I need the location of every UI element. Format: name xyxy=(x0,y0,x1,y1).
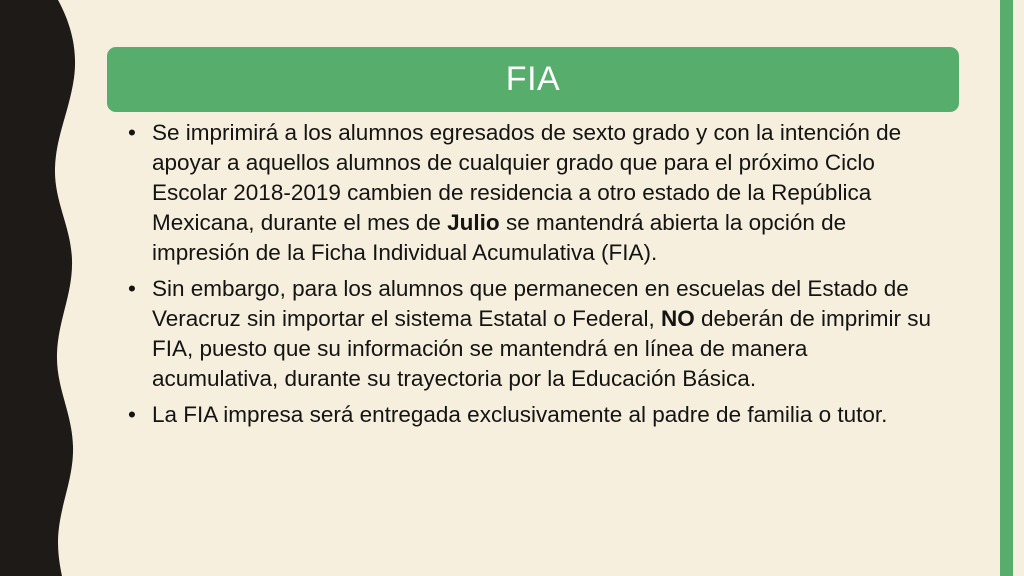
bullet-symbol: • xyxy=(128,276,136,301)
bullet-2-text-a: Sin embargo, para los alumnos que permanecen en escuelas del Estado de Veracruz sin importar el sistema Estatal o Federal, xyxy=(152,276,909,331)
wavy-dark-side-band xyxy=(0,0,90,576)
bullet-item-1 xyxy=(128,118,934,268)
bullet-symbol: • xyxy=(128,402,136,427)
right-accent-stripe xyxy=(1000,0,1024,576)
bullet-item-2 xyxy=(128,274,934,394)
bullet-1-emphasis-julio: Julio xyxy=(447,210,500,235)
bullet-list xyxy=(128,118,934,436)
title-banner xyxy=(107,47,959,112)
bullet-symbol: • xyxy=(128,120,136,145)
bullet-item-3 xyxy=(128,400,934,430)
bullet-1-text-b: se mantendrá abierta la opción de impresión de la Ficha Individual Acumulativa (FIA). xyxy=(152,210,847,265)
bullet-1-text-a: Se imprimirá a los alumnos egresados de sexto grado y con la intención de apoyar a aquellos alumnos de cualquier grado que para el próximo Ciclo Escolar 2018-2019 cambien de residencia a otro estado de la República Mexicana, durante el mes de xyxy=(152,120,902,235)
right-green-bar xyxy=(1000,0,1013,576)
slide-title: FIA xyxy=(505,60,561,98)
bullet-2-text-b: deberán de imprimir su FIA, puesto que su información se mantendrá en línea de manera acumulativa, durante su trayectoria por la Educación Básica. xyxy=(152,306,932,391)
bullet-2-emphasis-no: NO xyxy=(660,306,695,331)
bullet-3-text: La FIA impresa será entregada exclusivamente al padre de familia o tutor. xyxy=(152,402,888,427)
